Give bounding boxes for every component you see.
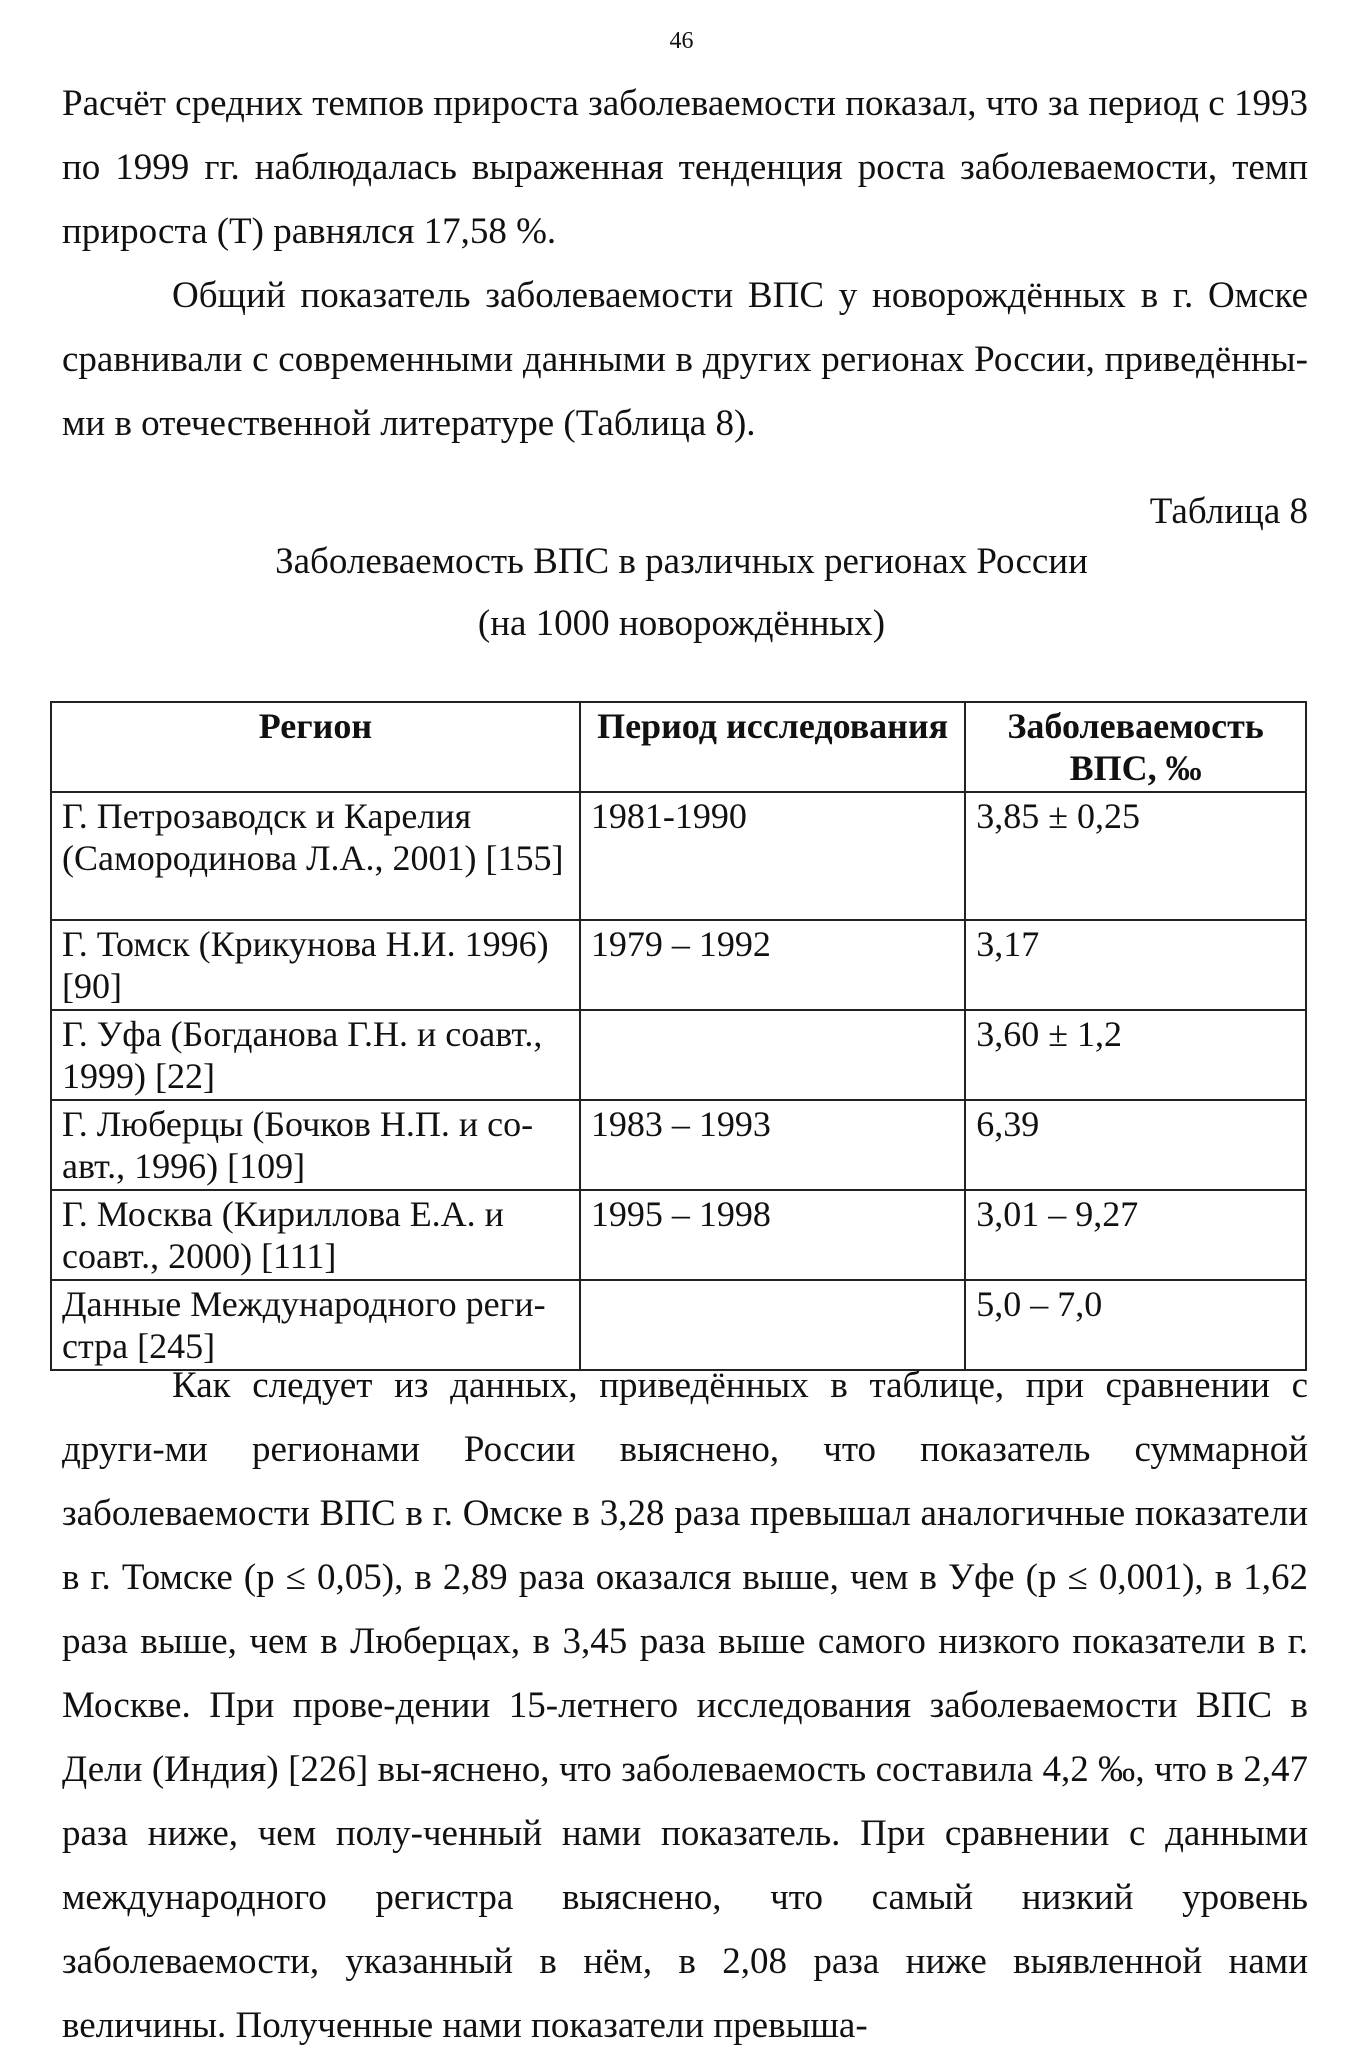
- paragraph-growth-rate: Расчёт средних темпов прироста заболеваемости показал, что за период с 1993 по 1999 гг. наблюдалась выраженная тенденция роста заболеваемости, темп прироста (Т) равнялся 17,58 %.: [62, 83, 1308, 252]
- cell-region: Г. Москва (Кириллова Е.А. и соавт., 2000) [111]: [51, 1190, 580, 1280]
- table-row: [51, 920, 1306, 1010]
- cell-region: Г. Люберцы (Бочков Н.П. и со-авт., 1996) [109]: [51, 1100, 580, 1190]
- cell-incidence: 5,0 – 7,0: [965, 1280, 1306, 1370]
- table-row: [51, 1190, 1306, 1280]
- cell-period: 1981-1990: [580, 792, 965, 920]
- table-row: [51, 1100, 1306, 1190]
- paragraph-comparison-intro: Общий показатель заболеваемости ВПС у новорождённых в г. Омске сравнивали с современными данными в других регионах России, приведённы-ми в отечественной литературе (Таблица 8).: [62, 275, 1308, 444]
- cell-region: Г. Петрозаводск и Карелия (Самородинова Л.А., 2001) [155]: [51, 792, 580, 920]
- cell-period: [580, 1010, 965, 1100]
- header-region: Регион: [51, 702, 580, 792]
- table-header-row: [51, 702, 1306, 792]
- cell-incidence: 3,60 ± 1,2: [965, 1010, 1306, 1100]
- cell-region: Данные Международного реги-стра [245]: [51, 1280, 580, 1370]
- cell-incidence: 3,85 ± 0,25: [965, 792, 1306, 920]
- cell-incidence: 3,17: [965, 920, 1306, 1010]
- table-row: [51, 1010, 1306, 1100]
- incidence-table: [50, 701, 1307, 1371]
- header-period: Период исследования: [580, 702, 965, 792]
- cell-region: Г. Уфа (Богданова Г.Н. и соавт., 1999) [22]: [51, 1010, 580, 1100]
- cell-region: Г. Томск (Крикунова Н.И. 1996) [90]: [51, 920, 580, 1010]
- table-row: [51, 792, 1306, 920]
- cell-incidence: 3,01 – 9,27: [965, 1190, 1306, 1280]
- page-number: 46: [669, 28, 694, 54]
- header-incidence: Заболеваемость ВПС, ‰: [965, 702, 1306, 792]
- paragraph-discussion: Как следует из данных, приведённых в таблице, при сравнении с други-ми регионами России выяснено, что показатель суммарной заболеваемости ВПС в г. Омске в 3,28 раза превышал аналогичные показатели в г. Томске (р ≤ 0,05), в 2,89 раза оказался выше, чем в Уфе (р ≤ 0,001), в 1,62 раза выше, чем в Люберцах, в 3,45 раза выше самого низкого показатели в г. Москве. При прове-дении 15-летнего исследования заболеваемости ВПС в Дели (Индия) [226] вы-яснено, что заболеваемость составила 4,2 ‰, что в 2,47 раза ниже, чем полу-ченный нами показатель. При сравнении с данными международного регистра выяснено, что самый низкий уровень заболеваемости, указанный в нём, в 2,08 раза ниже выявленной нами величины. Полученные нами показатели превыша-: [62, 1365, 1308, 2046]
- cell-period: 1983 – 1993: [580, 1100, 965, 1190]
- cell-period: 1995 – 1998: [580, 1190, 965, 1280]
- cell-incidence: 6,39: [965, 1100, 1306, 1190]
- table-title: Заболеваемость ВПС в различных регионах России: [275, 541, 1088, 582]
- cell-period: 1979 – 1992: [580, 920, 965, 1010]
- table-label: Таблица 8: [1149, 491, 1308, 532]
- table-subtitle: (на 1000 новорождённых): [477, 603, 886, 644]
